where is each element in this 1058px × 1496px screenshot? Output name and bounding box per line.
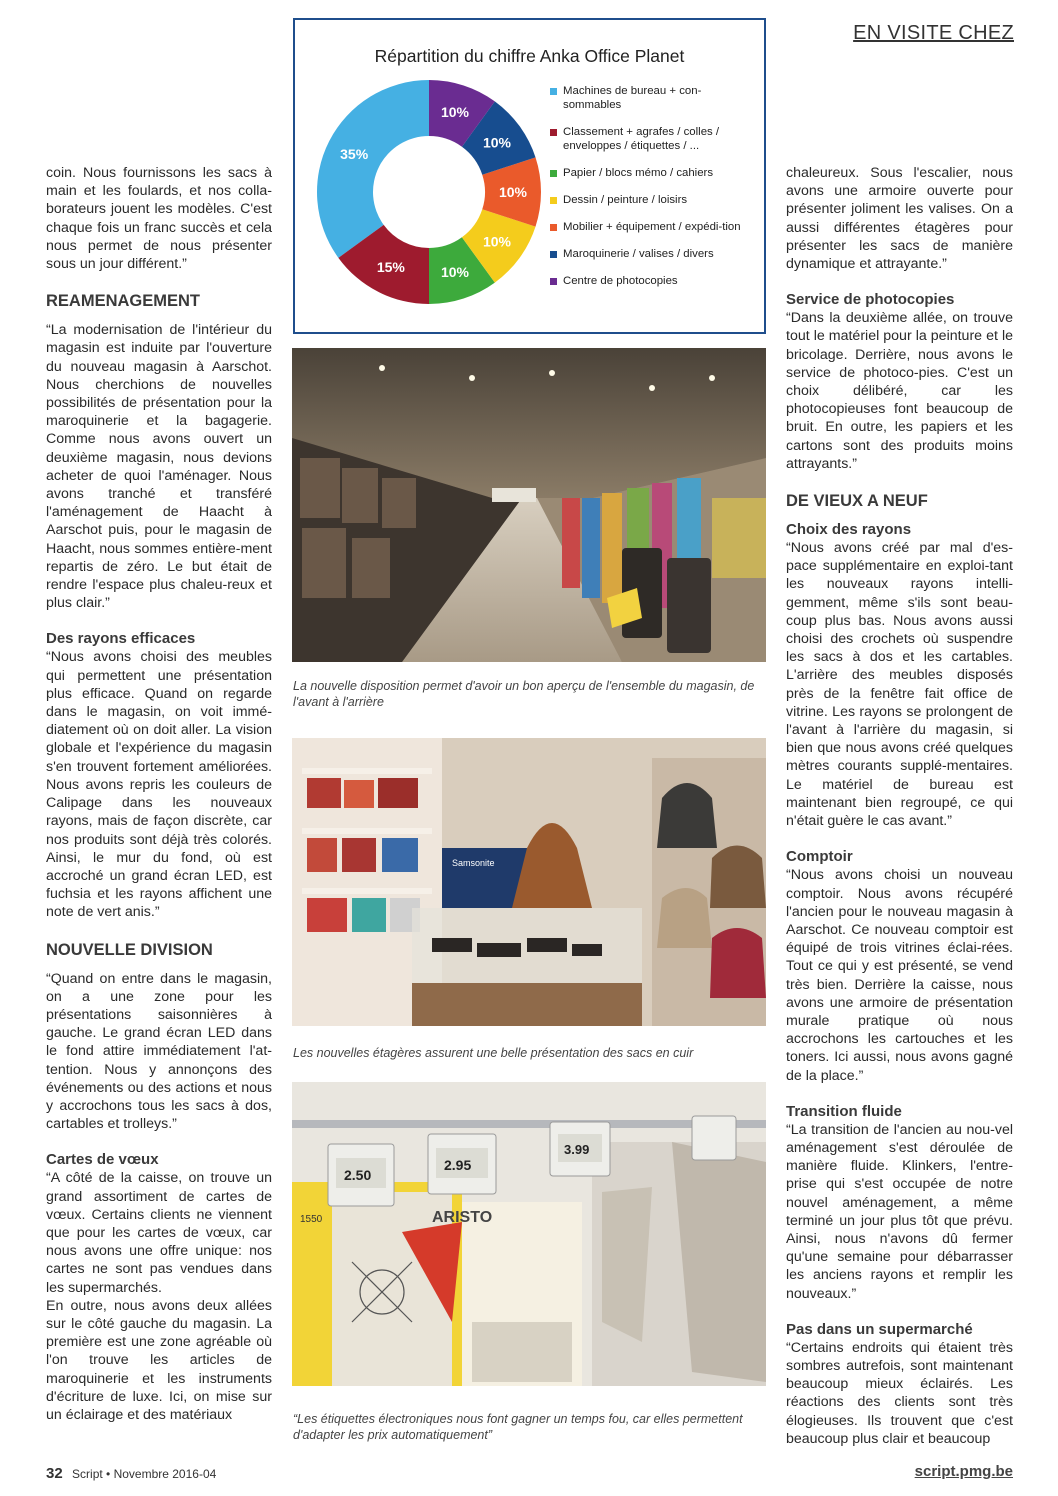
legend-item-4 <box>550 193 750 207</box>
paragraph-transition-fluide: “La transition de l'ancien au nou-vel aménagement s'est déroulée de manière fluide. Klinkers, l'entre-prise qui s'est occupée de notre nouvel aménagement, a même terminé un jour plus tôt que prévu. Ainsi, nous n'avons dû fermer qu'une semaine pour débarrasser les anciens rayons et remplir les nouveaux.” <box>786 1121 1013 1302</box>
donut-slice-1 <box>317 80 429 258</box>
aristo-brand-text: ARISTO <box>432 1209 493 1226</box>
heading-cartes-de-voeux: Cartes de vœux <box>46 1151 159 1169</box>
samsonite-sign-text: Samsonite <box>452 858 495 868</box>
heading-service-photocopies: Service de photocopies <box>786 291 955 309</box>
issue-info: Script • Novembre 2016-04 <box>72 1467 217 1481</box>
legend-swatch-5 <box>550 224 557 231</box>
footer-issue <box>46 1465 216 1482</box>
donut-chart <box>313 76 545 308</box>
paragraph-reamenagement: “La modernisation de l'intérieur du magasin est induite par l'ouverture du nouveau magasin à Aarschot. Nous cherchions de nouvelles possibilités de présentation pour la maroquinerie et la bagagerie. Comme nous avons ouvert un deuxième magasin, nous devions acheter de quoi l'aménager. Nous avons tranché et transféré l'aménagement de Haacht à Aarschot puis, pour le magasin de Haacht, nous sommes entière-ment repartis de zéro. Le but était de rendre l'espace plus chaleu-reux et plus clair.” <box>46 322 272 612</box>
legend-swatch-3 <box>550 170 557 177</box>
legend-label-3: Papier / blocs mémo / cahiers <box>563 167 714 179</box>
legend-label-5: Mobilier + équipement / expédi-tion <box>563 221 741 233</box>
heading-reamenagement: REAMENAGEMENT <box>46 292 201 311</box>
legend-label-7: Centre de photocopies <box>563 275 678 287</box>
legend-item-5 <box>550 220 750 234</box>
paragraph-cartes-de-voeux-2: En outre, nous avons deux allées sur le côté gauche du magasin. La première est une zone agréable où l'on trouve les articles de maroquinerie et les instruments d'écriture de luxe. Ici, on mise sur un éclairage et des matériaux <box>46 1297 272 1423</box>
legend-swatch-1 <box>550 88 557 95</box>
photo3-caption: “Les étiquettes électroniques nous font gagner un temps fou, car elles permettent d'adapter les prix automatiquement” <box>293 1412 743 1442</box>
heading-transition-fluide: Transition fluide <box>786 1102 902 1120</box>
paragraph-choix-des-rayons: “Nous avons créé par mal d'es-pace supplémentaire en exploi-tant les nouveaux rayons intelli-gemment, même s'ils sont beau-coup plus bas. Nous avons aussi choisi des crochets où suspendre les sacs à dos et les cartables. L'arrière des meubles disposés près de la fenêtre fait office de vitrine. Les rayons se prolongent de l'avant à l'arrière du magasin, si bien que nous avons créé quelques mètres courants supplé-mentaires. Le matériel de bureau est maintenant bien regroupé, ce qui n'était guère le cas avant.” <box>786 540 1013 830</box>
right-intro-paragraph: chaleureux. Sous l'escalier, nous avons une armoire ouverte pour présenter joliment les valises. On a aussi différentes étagères pour présenter les sacs de manière dynamique et attrayante.” <box>786 165 1013 273</box>
heading-rayons-efficaces: Des rayons efficaces <box>46 630 196 648</box>
heading-choix-des-rayons: Choix des rayons <box>786 521 912 539</box>
heading-nouvelle-division: NOUVELLE DIVISION <box>46 940 213 959</box>
heading-de-vieux-a-neuf: DE VIEUX A NEUF <box>786 492 928 511</box>
label-1550-text: 1550 <box>300 1214 323 1225</box>
store-aisle-photo <box>292 348 766 662</box>
paragraph-comptoir: “Nous avons choisi un nouveau comptoir. Nous avons récupéré l'ancien pour le nouveau magasin à Aarschot. Ce nouveau comptoir est équipé de trois vitrines éclai-rées. Tout ce qui y est présenté, se vend très bien. Derrière la caisse, nous avons une armoire de présentation murale pratique où nous accrochons les cartouches et les toners. Ici aussi, nous avons gagné de la place.” <box>786 867 1013 1084</box>
legend-swatch-4 <box>550 197 557 204</box>
price-label-2: 2.95 <box>444 1157 472 1173</box>
chart-legend <box>550 84 750 301</box>
price-label-3: 3.99 <box>564 1142 590 1157</box>
legend-label-6: Maroquinerie / valises / divers <box>563 248 714 260</box>
electronic-labels-photo <box>292 1082 766 1386</box>
left-column <box>46 164 272 1424</box>
section-tag: EN VISITE CHEZ <box>853 22 1014 44</box>
paragraph-pas-dans-un-supermarche: “Certains endroits qui étaient très sombres autrefois, sont maintenant beaucoup mieux éclairés. Les réactions des clients sont très élogieuses. Ils trouvent que c'est beaucoup plus clair et beaucoup <box>786 1339 1013 1447</box>
legend-label-1: Machines de bureau + con-sommables <box>563 85 702 111</box>
page-number: 32 <box>46 1465 63 1482</box>
legend-label-2: Classement + agrafes / colles / enveloppes / étiquettes / ... <box>563 126 720 152</box>
legend-label-4: Dessin / peinture / loisirs <box>563 194 688 206</box>
donut-slice-label-3: 10% <box>440 263 469 280</box>
paragraph-service-photocopies: “Dans la deuxième allée, on trouve tout le matériel pour la peinture et le bricolage. Derrière, nous avons le service de photoco-pies. C'est un choix délibéré, car les photocopieuses font beaucoup de bruit. En outre, les papiers et les cartons sont des produits moins attrayants.” <box>786 310 1013 472</box>
photo2-caption: Les nouvelles étagères assurent une belle présentation des sacs en cuir <box>293 1046 694 1060</box>
leather-bags-photo <box>292 738 766 1026</box>
price-label-1: 2.50 <box>344 1167 372 1183</box>
legend-item-7 <box>550 274 750 288</box>
donut-slice-label-6: 10% <box>482 134 511 151</box>
paragraph-rayons-efficaces: “Nous avons choisi des meubles qui permettent une présentation plus efficace. Quand on regarde dans le magasin, on voit immé-diatement où on doit aller. La vision globale et l'expérience du magasin s'en trouvent fortement améliorées. Nous avons repris les couleurs de Calipage dans les nouveaux rayons, mais de façon discrète, car nos produits sont déjà très colorés. Ainsi, le mur du fond, où est accroché un grand écran LED, est fuchsia et les rayons affichent une note de vert anis.” <box>46 649 272 921</box>
donut-chart-box <box>293 18 766 334</box>
legend-swatch-6 <box>550 251 557 258</box>
legend-swatch-7 <box>550 278 557 285</box>
donut-slice-label-7: 10% <box>440 104 469 121</box>
donut-slice-label-2: 15% <box>376 258 405 275</box>
footer-website-link[interactable]: script.pmg.be <box>914 1463 1013 1480</box>
left-intro-paragraph: coin. Nous fournissons les sacs à main et les foulards, et nos colla-borateurs jouent les modèles. C'est chaque fois un franc succès et cela nous permet de nous présenter sous un jour différent.” <box>46 165 272 273</box>
donut-slice-label-1: 35% <box>340 145 369 162</box>
right-column <box>786 164 1013 1448</box>
heading-comptoir: Comptoir <box>786 848 853 866</box>
photo1-caption: La nouvelle disposition permet d'avoir un bon aperçu de l'ensemble du magasin, de l'avant à l'arrière <box>293 679 755 709</box>
chart-title: Répartition du chiffre Anka Office Planet <box>374 46 685 66</box>
donut-slice-label-5: 10% <box>498 184 528 200</box>
paragraph-nouvelle-division: “Quand on entre dans le magasin, on a une zone pour les présentations saisonnières à gauche. Le grand écran LED dans le fond attire immédiatement l'at-tention. Nous y annonçons des événements ou des actions et nous y accrochons tous les sacs à dos, cartables et trolleys.” <box>46 970 272 1133</box>
paragraph-cartes-de-voeux-1: “A côté de la caisse, on trouve un grand assortiment de cartes de vœux. Certains clients ne viennent que pour les cartes de vœux, car nous avons une offre unique: nos cartes ne sont pas vendues dans les supermarchés. <box>46 1170 272 1296</box>
legend-item-1 <box>550 84 750 112</box>
donut-slice-label-4: 10% <box>482 233 511 250</box>
legend-swatch-2 <box>550 129 557 136</box>
legend-item-2 <box>550 125 750 153</box>
legend-item-3 <box>550 166 750 180</box>
legend-item-6 <box>550 247 750 261</box>
heading-pas-dans-un-supermarche: Pas dans un supermarché <box>786 1320 973 1338</box>
